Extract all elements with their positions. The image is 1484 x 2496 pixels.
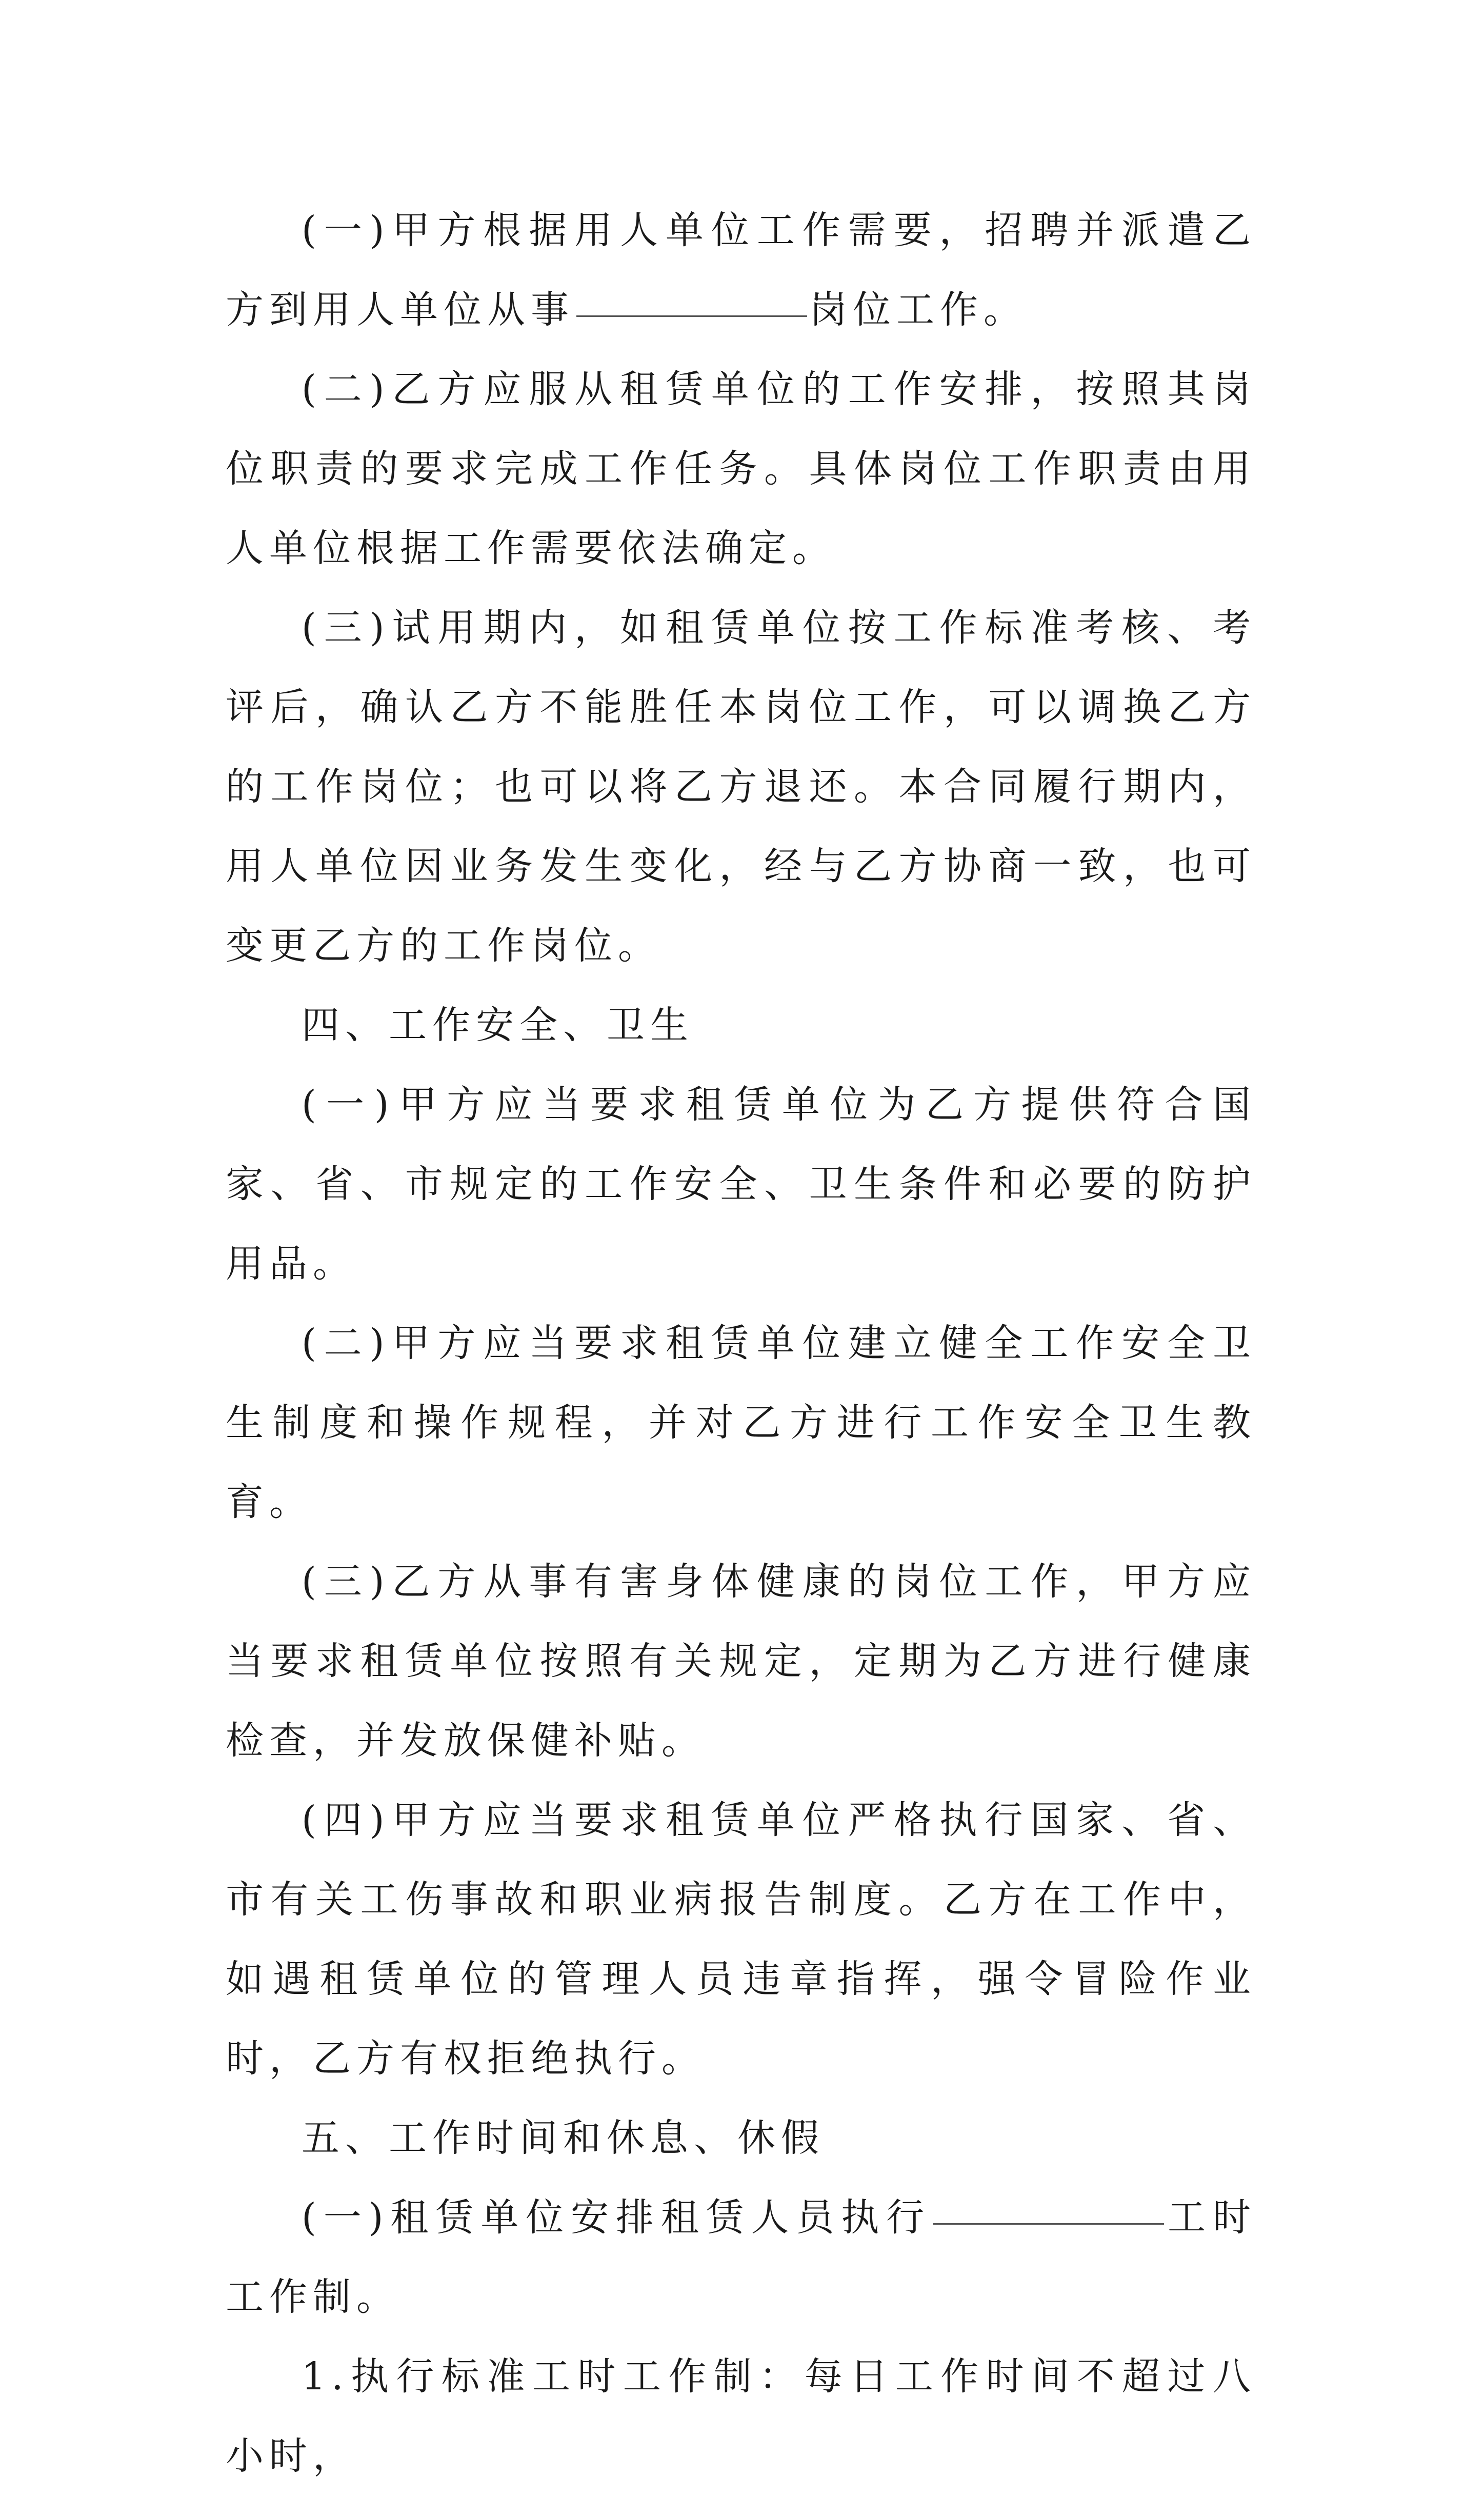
paragraph-text: (三)乙方从事有害身体健康的岗位工作，甲方应当要求租赁单位按照有关规定，定期为乙方进行健康检查，并发放保健补贴。 [226, 1560, 1256, 1763]
fill-in-blank [933, 2223, 1164, 2225]
paragraph [226, 1781, 1256, 2099]
paragraph-text: 1.执行标准工时工作制：每日工作时间不超过八小时， [226, 2354, 1256, 2478]
paragraph [226, 1542, 1256, 1781]
paragraph [226, 2337, 1256, 2496]
section-heading-text: 五、工作时间和休息、休假 [302, 2116, 825, 2160]
paragraph [226, 2178, 1256, 2337]
section-heading [226, 986, 1256, 1065]
paragraph [226, 350, 1256, 588]
section-heading [226, 2099, 1256, 2178]
paragraph-text: (二)甲方应当要求租赁单位建立健全工作安全卫生制度和操作规程，并对乙方进行工作安全卫生教育。 [226, 1321, 1256, 1524]
paragraph-text: (一)甲方应当要求租赁单位为乙方提供符合国家、省、市规定的工作安全、卫生条件和必要的防护用品。 [226, 1083, 1256, 1286]
fill-in-blank [576, 315, 807, 317]
paragraph-text: (一)甲方根据用人单位工作需要，招聘并派遣乙方到用人单位从事 [226, 208, 1256, 332]
paragraph-text: (二)乙方应服从租赁单位的工作安排，按照其岗位职责的要求完成工作任务。具体岗位工作职责由用人单位根据工作需要依法确定。 [226, 367, 1256, 570]
paragraph [226, 1304, 1256, 1542]
paragraph-text: (一)租赁单位安排租赁人员执行 [302, 2195, 932, 2240]
paragraph [226, 191, 1256, 350]
paragraph-text: (四)甲方应当要求租赁单位严格执行国家、省、市有关工伤事故和职业病报告制度。乙方在工作中，如遇租赁单位的管理人员违章指挥，强令冒险作业时，乙方有权拒绝执行。 [226, 1798, 1256, 2081]
paragraph [226, 588, 1256, 986]
paragraph-text: 岗位工作。 [809, 288, 1027, 332]
paragraph-text: 工时工作制。 [226, 2195, 1256, 2319]
document-body [226, 191, 1256, 2496]
paragraph-text: (三)试用期内，如租赁单位按工作标准考核、考评后，确认乙方不能胜任本岗位工作，可以调换乙方的工作岗位；也可以将乙方退还。本合同履行期内，用人单位因业务发生变化，经与乙方协商一致，也可变更乙方的工作岗位。 [226, 606, 1256, 968]
section-heading-text: 四、工作安全、卫生 [302, 1003, 694, 1047]
paragraph [226, 1065, 1256, 1304]
